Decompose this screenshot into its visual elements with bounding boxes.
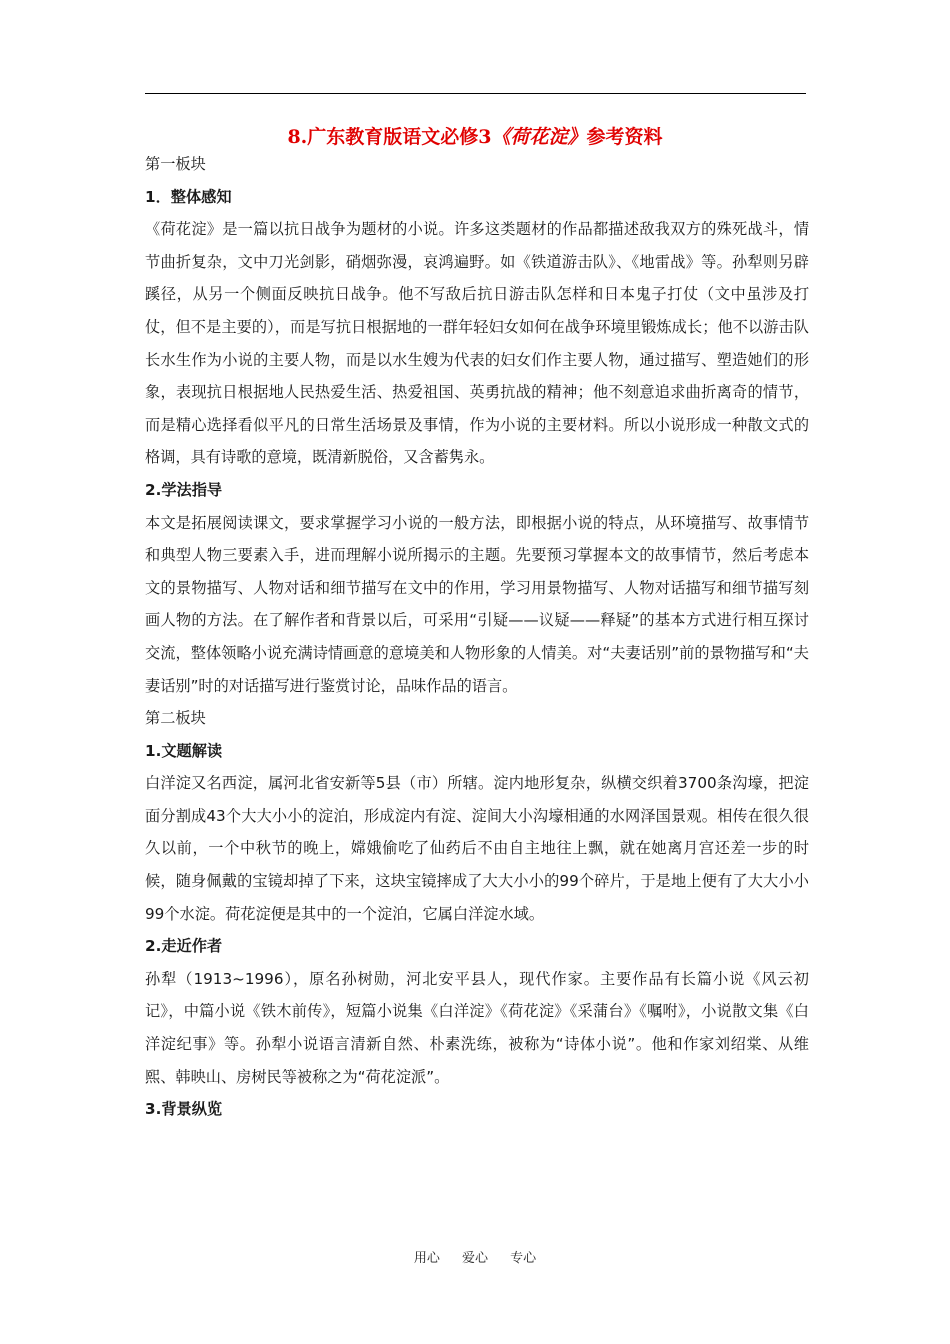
section-method-text: 本文是拓展阅读课文，要求掌握学习小说的一般方法，即根据小说的特点，从环境描写、故事情节和典型人物三要素入手，进而理解小说所揭示的主题。先要预习掌握本文的故事情节，然后考虑本文的景物描写、人物对话和细节描写在文中的作用，学习用景物描写、人物对话描写和细节描写刻画人物的方法。在了解作者和背景以后，可采用“引疑——议疑——释疑”的基本方式进行相互探讨交流，整体领略小说充满诗情画意的意境美和人物形象的人情美。对“夫妻话别”前的景物描写和“夫妻话别”时的对话描写进行鉴赏讨论，品味作品的语言。 — [145, 513, 809, 695]
title-prefix: 8.广东教育版语文必修3 — [287, 126, 492, 148]
section-overall-text: 《荷花淀》是一篇以抗日战争为题材的小说。许多这类题材的作品都描述敌我双方的殊死战斗，情节曲折复杂，文中刀光剑影，硝烟弥漫，哀鸿遍野。如《铁道游击队》、《地雷战》等。孙犁则另辟蹊径，从另一个侧面反映抗日战争。他不写敌后抗日游击队怎样和日本鬼子打仗（文中虽涉及打仗，但不是主要的），而是写抗日根据地的一群年轻妇女如何在战争环境里锻炼成长；他不以游击队长水生作为小说的主要人物，而是以水生嫂为代表的妇女们作主要人物，通过描写、塑造她们的形象，表现抗日根据地人民热爱生活、热爱祖国、英勇抗战的精神；他不刻意追求曲折离奇的情节，而是精心选择看似平凡的日常生活场景及事情，作为小说的主要材料。所以小说形成一种散文式的格调，具有诗歌的意境，既清新脱俗，又含蓄隽永。 — [145, 220, 809, 467]
section-title-reading-text: 白洋淀又名西淀，属河北省安新等5县（市）所辖。淀内地形复杂，纵横交织着3700条沟壕，把淀面分割成43个大大小小的淀泊，形成淀内有淀、淀间大小沟壕相通的水网泽国景观。相传在很久很久以前，一个中秋节的晚上，嫦娥偷吃了仙药后不由自主地往上飘，就在她离月宫还差一步的时候，随身佩戴的宝镜却掉了下来，这块宝镜摔成了大大小小的99个碎片，于是地上便有了大大小小99个水淀。荷花淀便是其中的一个淀泊，它属白洋淀水域。 — [145, 774, 809, 923]
board-two-heading: 第二板块 — [145, 709, 206, 728]
section-author-title: 2.走近作者 — [145, 937, 223, 956]
section-overall-title: 1．整体感知 — [145, 187, 232, 206]
page-footer: 用心 爱心 专心 — [413, 1251, 537, 1266]
section-background-title: 3.背景纵览 — [145, 1100, 223, 1119]
document-body — [145, 148, 809, 1126]
header-rule — [145, 93, 806, 94]
section-method-title: 2.学法指导 — [145, 480, 223, 499]
section-author-text: 孙犁（1913~1996），原名孙树勋，河北安平县人，现代作家。主要作品有长篇小说《风云初记》，中篇小说《铁木前传》，短篇小说集《白洋淀》《荷花淀》《采蒲台》《嘱咐》，小说散文集《白洋淀纪事》等。孙犁小说语言清新自然、朴素洗练，被称为“诗体小说”。他和作家刘绍棠、从维熙、韩映山、房树民等被称之为“荷花淀派”。 — [145, 969, 809, 1086]
page-title — [0, 124, 950, 150]
title-book: 《荷花淀》 — [491, 126, 587, 148]
title-suffix: 参考资料 — [586, 126, 663, 148]
section-title-reading-title: 1.文题解读 — [145, 741, 223, 760]
board-one-heading: 第一板块 — [145, 155, 206, 173]
